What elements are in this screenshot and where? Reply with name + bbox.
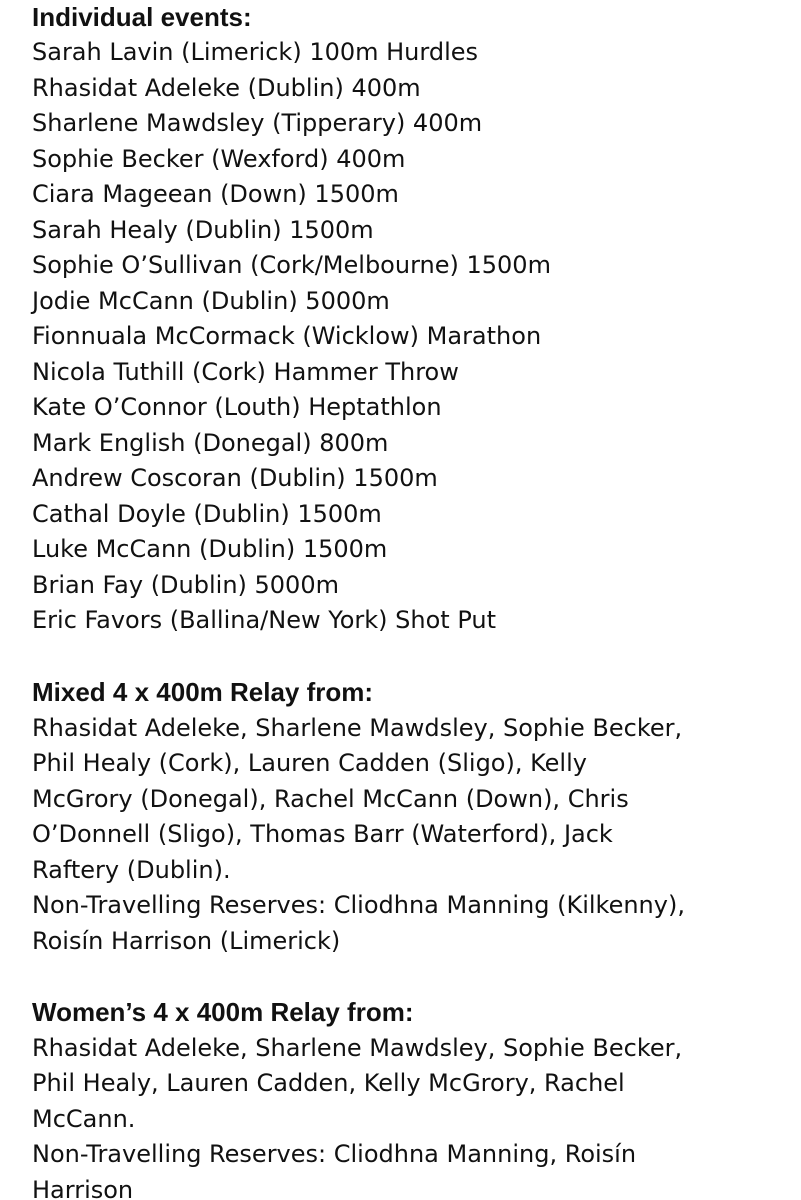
athlete-entry: Nicola Tuthill (Cork) Hammer Throw <box>32 357 459 386</box>
womens-relay-heading: Women’s 4 x 400m Relay from: <box>32 997 414 1027</box>
mixed-relay-squad-line: Phil Healy (Cork), Lauren Cadden (Sligo), Kelly <box>32 749 587 777</box>
athlete-entry: Sophie Becker (Wexford) 400m <box>32 144 406 173</box>
mixed-relay-squad-line: Raftery (Dublin). <box>32 855 231 884</box>
athlete-entry: Sharlene Mawdsley (Tipperary) 400m <box>32 109 483 137</box>
athlete-entry: Ciara Mageean (Down) 1500m <box>32 180 399 208</box>
athlete-entry: Mark English (Donegal) 800m <box>32 428 389 457</box>
mixed-relay-squad-line: McGrory (Donegal), Rachel McCann (Down), Chris <box>32 784 629 813</box>
athlete-entry: Sarah Healy (Dublin) 1500m <box>32 215 374 244</box>
womens-relay-section <box>32 995 792 1200</box>
athlete-entry: Kate O’Connor (Louth) Heptathlon <box>32 393 442 421</box>
athlete-entry: Rhasidat Adeleke (Dublin) 400m <box>32 73 421 102</box>
mixed-relay-squad-line: O’Donnell (Sligo), Thomas Barr (Waterford), Jack <box>32 820 613 848</box>
athlete-entry: Luke McCann (Dublin) 1500m <box>32 535 388 563</box>
individual-events-heading: Individual events: <box>32 1 252 32</box>
athlete-entry: Andrew Coscoran (Dublin) 1500m <box>32 464 438 492</box>
athlete-entry: Brian Fay (Dublin) 5000m <box>32 570 339 599</box>
mixed-relay-heading: Mixed 4 x 400m Relay from: <box>32 677 374 707</box>
athlete-entry: Jodie McCann (Dublin) 5000m <box>32 286 390 315</box>
mixed-relay-section <box>32 675 792 959</box>
athlete-entry: Sophie O’Sullivan (Cork/Melbourne) 1500m <box>32 251 551 279</box>
womens-relay-reserves-line: Harrison <box>32 1175 134 1200</box>
individual-events-section <box>32 0 792 639</box>
athlete-entry: Cathal Doyle (Dublin) 1500m <box>32 499 382 528</box>
athlete-entry: Sarah Lavin (Limerick) 100m Hurdles <box>32 38 479 66</box>
womens-relay-squad-line: McCann. <box>32 1104 136 1133</box>
womens-relay-squad-line: Phil Healy, Lauren Cadden, Kelly McGrory, Rachel <box>32 1069 625 1097</box>
mixed-relay-reserves-line: Non-Travelling Reserves: Cliodhna Manning (Kilkenny), <box>32 891 685 919</box>
athlete-entry: Eric Favors (Ballina/New York) Shot Put <box>32 606 496 634</box>
mixed-relay-squad-line: Rhasidat Adeleke, Sharlene Mawdsley, Sophie Becker, <box>32 713 683 742</box>
womens-relay-reserves-line: Non-Travelling Reserves: Cliodhna Manning, Roisín <box>32 1140 637 1168</box>
womens-relay-squad-line: Rhasidat Adeleke, Sharlene Mawdsley, Sophie Becker, <box>32 1033 683 1062</box>
mixed-relay-reserves-line: Roisín Harrison (Limerick) <box>32 926 341 955</box>
athlete-entry: Fionnuala McCormack (Wicklow) Marathon <box>32 322 542 350</box>
